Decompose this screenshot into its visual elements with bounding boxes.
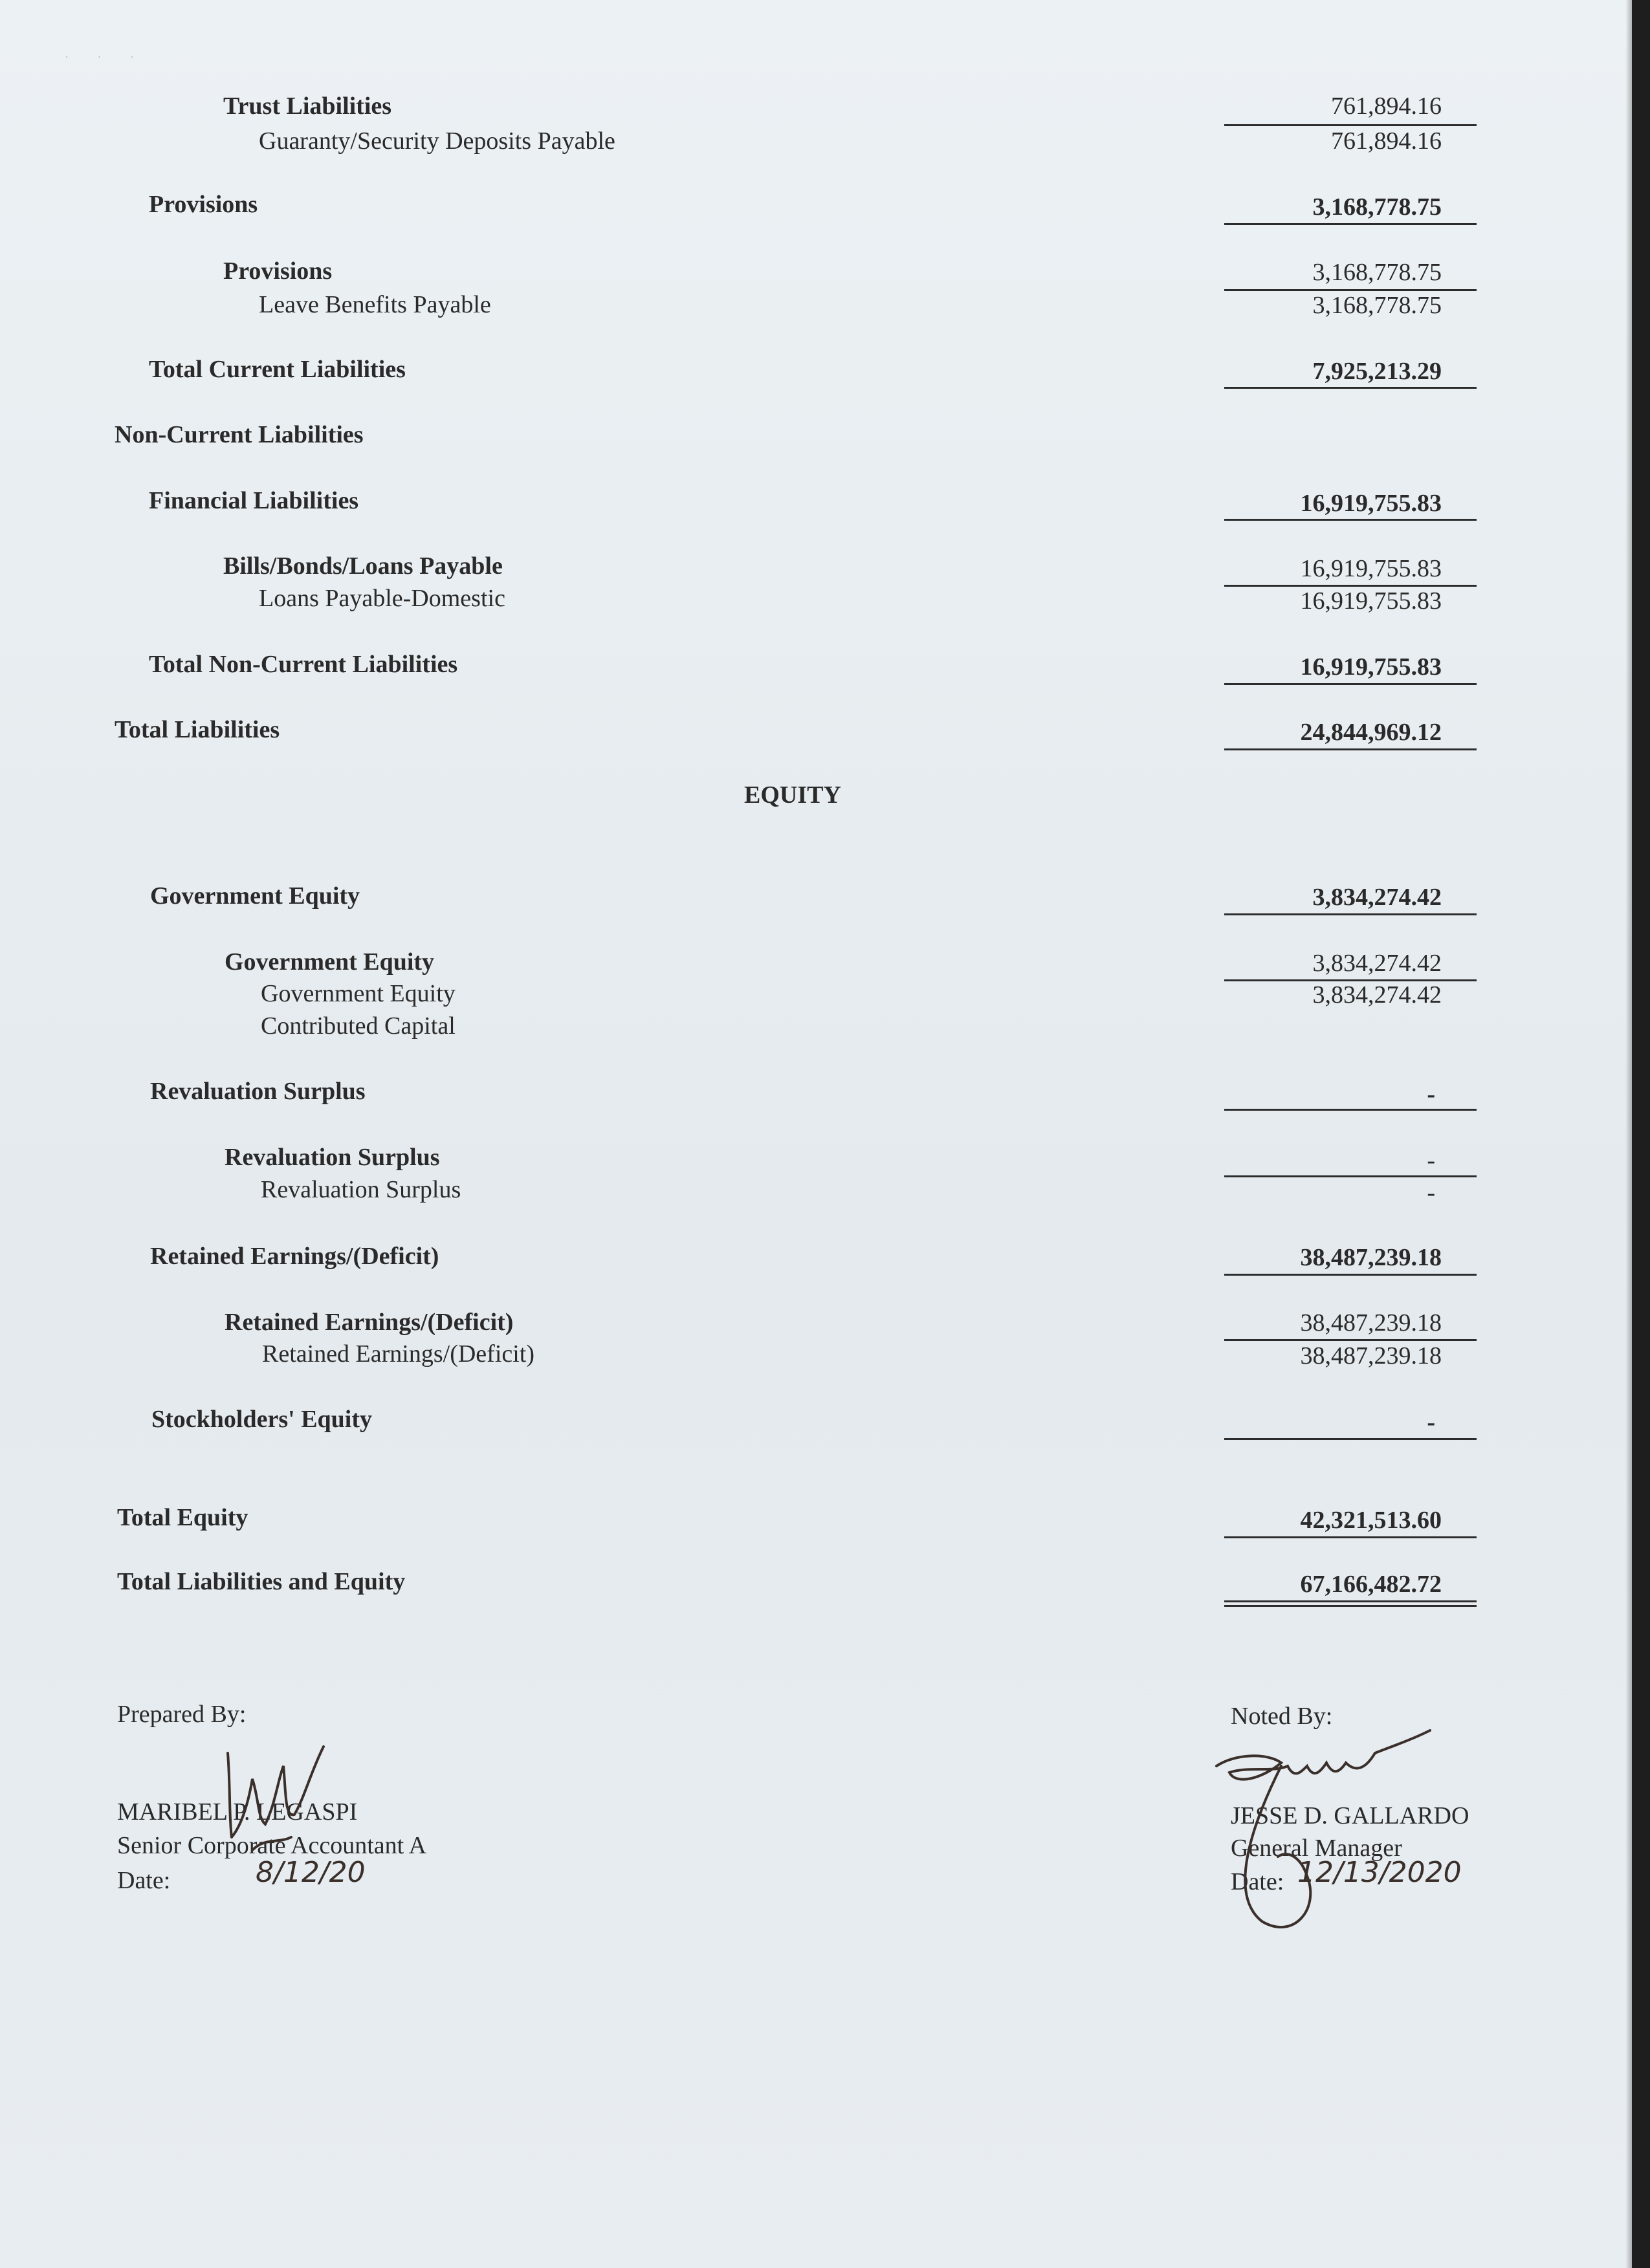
row-amount-total-liabilities-and-equity: 67,166,482.72: [1300, 1571, 1442, 1598]
noted-by-heading: Noted By:: [1231, 1703, 1333, 1730]
row-label-retained-earnings-account: Retained Earnings/(Deficit): [262, 1340, 535, 1368]
noted-by-name: JESSE D. GALLARDO: [1231, 1802, 1469, 1829]
prepared-by-signature: [214, 1740, 369, 1870]
row-label-leave-benefits: Leave Benefits Payable: [259, 291, 491, 318]
row-label-revaluation-surplus-group: Revaluation Surplus: [150, 1078, 366, 1105]
noted-by-date-label: Date:: [1231, 1868, 1284, 1895]
row-amount-government-equity-account: 3,834,274.42: [1312, 981, 1442, 1009]
row-amount-loans-payable-domestic: 16,919,755.83: [1300, 587, 1442, 615]
row-amount-government-equity-sub: 3,834,274.42: [1312, 950, 1442, 977]
row-amount-revaluation-surplus-account: -: [1427, 1179, 1435, 1206]
scan-edge-shadow: [1632, 0, 1650, 2268]
row-amount-leave-benefits: 3,168,778.75: [1312, 292, 1442, 319]
underline: [1224, 1175, 1477, 1177]
row-label-total-current-liabilities: Total Current Liabilities: [149, 356, 406, 383]
row-amount-provisions: 3,168,778.75: [1312, 259, 1442, 286]
row-amount-provisions-group: 3,168,778.75: [1312, 193, 1442, 221]
row-amount-guaranty-deposits: 761,894.16: [1331, 127, 1442, 155]
row-amount-bills-bonds-loans: 16,919,755.83: [1300, 555, 1442, 582]
underline: [1224, 124, 1477, 126]
underline: [1224, 387, 1477, 389]
row-amount-financial-liabilities: 16,919,755.83: [1300, 490, 1442, 517]
row-label-financial-liabilities: Financial Liabilities: [149, 487, 359, 514]
row-amount-retained-earnings-sub: 38,487,239.18: [1300, 1309, 1442, 1336]
underline: [1224, 913, 1477, 915]
row-label-provisions-group: Provisions: [149, 191, 258, 218]
underline: [1224, 223, 1477, 225]
row-label-loans-payable-domestic: Loans Payable-Domestic: [259, 585, 505, 612]
prepared-by-heading: Prepared By:: [117, 1701, 247, 1728]
underline: [1224, 683, 1477, 685]
prepared-by-name: MARIBEL P. LEGASPI: [117, 1798, 358, 1826]
underline: [1224, 1536, 1477, 1538]
row-label-total-equity: Total Equity: [117, 1504, 248, 1531]
row-label-trust-liabilities: Trust Liabilities: [223, 93, 392, 120]
row-amount-retained-earnings-group: 38,487,239.18: [1300, 1244, 1442, 1271]
underline: [1224, 1438, 1477, 1440]
row-amount-trust-liabilities: 761,894.16: [1331, 93, 1442, 120]
prepared-by-date-label: Date:: [117, 1867, 171, 1894]
row-label-revaluation-surplus-account: Revaluation Surplus: [261, 1176, 461, 1203]
noted-by-title: General Manager: [1231, 1835, 1402, 1862]
row-amount-total-equity: 42,321,513.60: [1300, 1507, 1442, 1534]
noted-by-signature: [1210, 1727, 1482, 1947]
row-label-stockholders-equity: Stockholders' Equity: [151, 1406, 373, 1433]
row-label-total-non-current-liabilities: Total Non-Current Liabilities: [149, 651, 458, 678]
underline: [1224, 1109, 1477, 1111]
row-label-provisions: Provisions: [223, 257, 333, 285]
row-label-revaluation-surplus-sub: Revaluation Surplus: [225, 1144, 440, 1171]
prepared-by-title: Senior Corporate Accountant A: [117, 1832, 427, 1859]
underline: [1224, 519, 1477, 521]
row-label-government-equity-account: Government Equity: [261, 980, 456, 1007]
row-amount-total-non-current-liabilities: 16,919,755.83: [1300, 653, 1442, 681]
row-label-retained-earnings-sub: Retained Earnings/(Deficit): [225, 1309, 514, 1336]
row-label-retained-earnings-group: Retained Earnings/(Deficit): [150, 1243, 439, 1270]
underline: [1224, 1274, 1477, 1276]
row-amount-revaluation-surplus-group: -: [1427, 1081, 1435, 1108]
row-amount-retained-earnings-account: 38,487,239.18: [1300, 1342, 1442, 1369]
row-label-total-liabilities: Total Liabilities: [115, 716, 280, 743]
row-amount-total-liabilities: 24,844,969.12: [1300, 719, 1442, 746]
scan-edge-fade: [1625, 0, 1632, 2268]
underline: [1224, 748, 1477, 750]
row-label-government-equity-sub: Government Equity: [225, 948, 435, 976]
row-label-government-equity-group: Government Equity: [150, 882, 360, 910]
double-underline: [1224, 1600, 1477, 1607]
noted-by-date-value: 12/13/2020: [1297, 1856, 1462, 1889]
row-amount-revaluation-surplus-sub: -: [1427, 1147, 1435, 1174]
row-label-contributed-capital: Contributed Capital: [261, 1012, 456, 1040]
section-heading-equity: EQUITY: [744, 781, 841, 809]
row-label-total-liabilities-and-equity: Total Liabilities and Equity: [117, 1568, 406, 1595]
row-label-bills-bonds-loans: Bills/Bonds/Loans Payable: [223, 552, 503, 580]
row-amount-total-current-liabilities: 7,925,213.29: [1312, 358, 1442, 385]
scan-speck: · · ·: [65, 50, 147, 63]
underline: [1224, 1339, 1477, 1341]
row-label-non-current-liabilities: Non-Current Liabilities: [115, 421, 364, 448]
prepared-by-date-value: 8/12/20: [256, 1856, 366, 1889]
row-label-guaranty-deposits: Guaranty/Security Deposits Payable: [259, 127, 615, 155]
row-amount-government-equity-group: 3,834,274.42: [1312, 884, 1442, 911]
row-amount-stockholders-equity: -: [1427, 1409, 1435, 1436]
